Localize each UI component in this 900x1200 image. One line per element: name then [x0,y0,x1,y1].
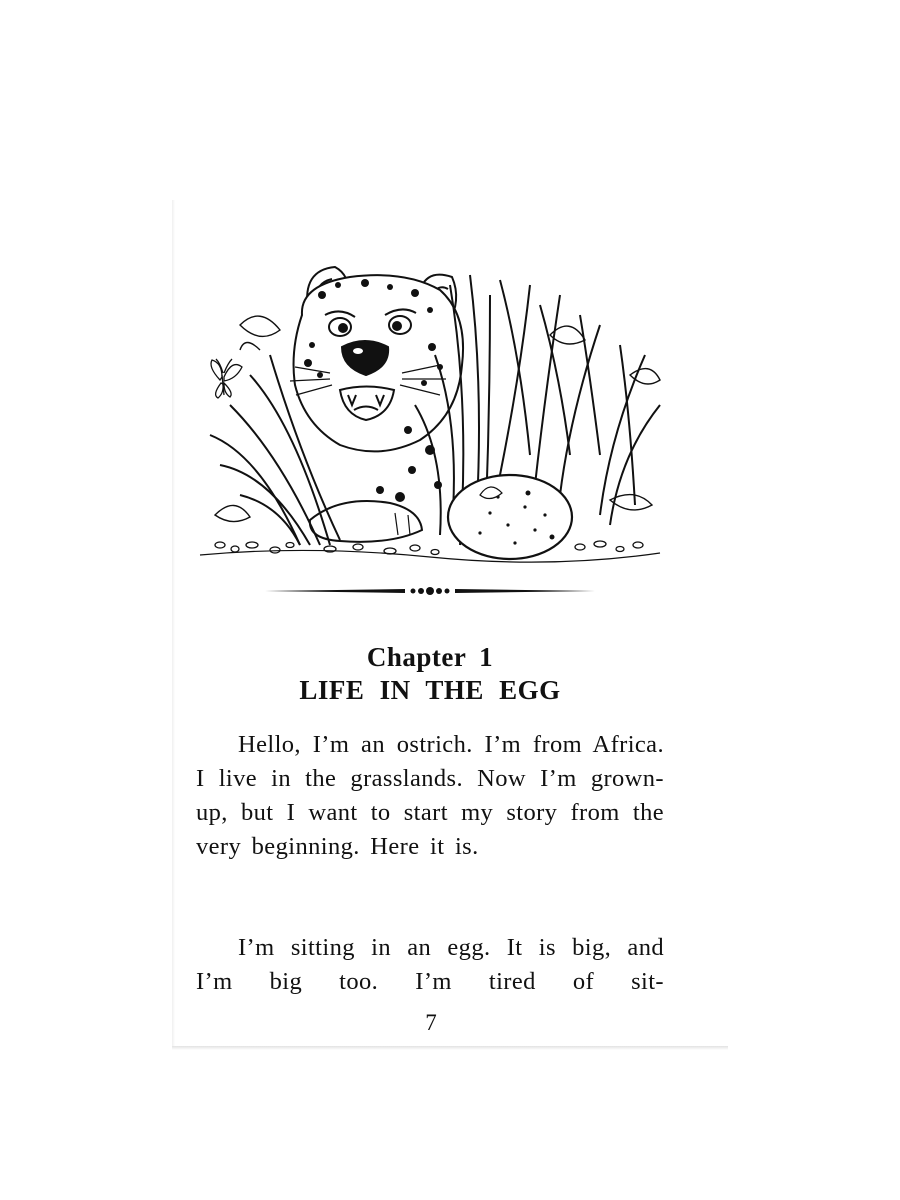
paragraph-text: I’m sitting in an egg. It is big, and I’m big too. I’m tired of sit- [196,934,664,995]
butterfly-icon [211,359,242,398]
paragraph [196,728,664,864]
egg-icon [448,475,572,559]
paragraph [196,931,664,999]
page-bottom-shadow [172,1046,728,1050]
page-edge-shadow [172,200,175,1050]
chapter-number: Chapter 1 [366,642,494,672]
page-number: 7 [425,1010,437,1035]
leopard-illustration [190,255,665,565]
ornament-divider [265,582,595,600]
pebbles-icon [215,541,643,555]
paragraph-text: Hello, I’m an ostrich. I’m from Africa. I live in the grasslands. Now I’m grown-up, but I want to start my story from the very beginning. Here it is. [196,731,664,860]
chapter-title: LIFE IN THE EGG [299,675,561,705]
